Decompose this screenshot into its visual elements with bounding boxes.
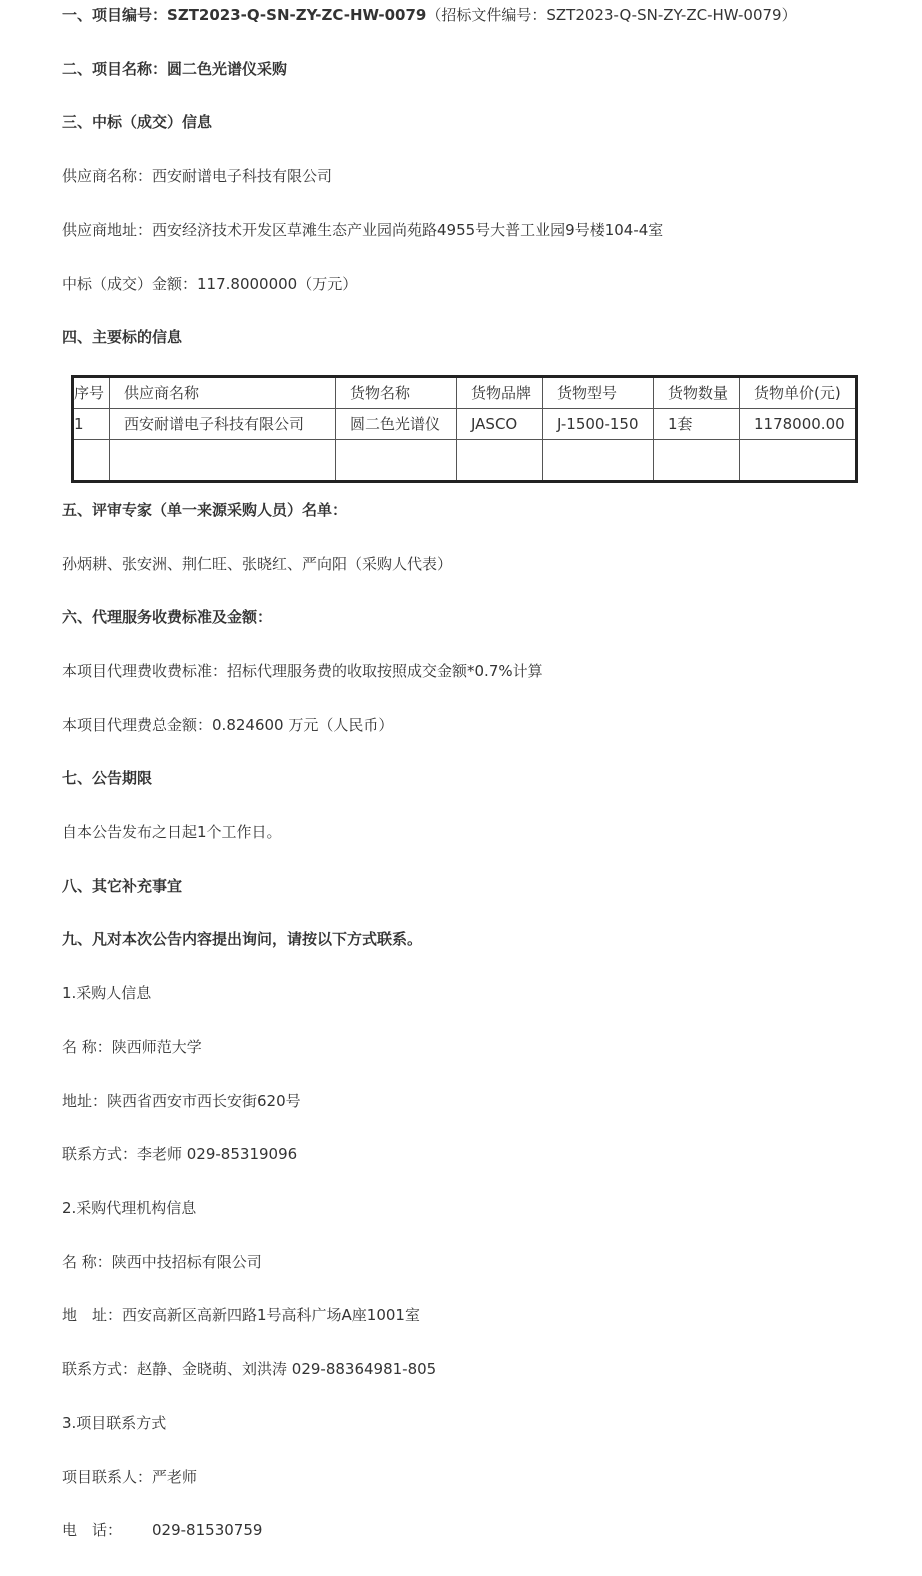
table-cell: 西安耐谱电子科技有限公司 <box>110 409 336 440</box>
table-cell: 1178000.00 <box>740 409 857 440</box>
table-empty-row <box>73 440 857 482</box>
tender-doc-number: （招标文件编号：SZT2023-Q-SN-ZY-ZC-HW-0079） <box>426 6 797 24</box>
agency-title: 2.采购代理机构信息 <box>62 1199 197 1217</box>
supplier-address: 供应商地址：西安经济技术开发区草滩生态产业园尚苑路4955号大普工业园9号楼104-4室 <box>62 221 664 239</box>
experts-heading: 五、评审专家（单一来源采购人员）名单： <box>62 501 348 519</box>
agency-address: 地 址：西安高新区高新四路1号高科广场A座1001室 <box>62 1306 420 1324</box>
purchaser-contact: 联系方式：李老师 029-85319096 <box>62 1145 298 1163</box>
project-number: SZT2023-Q-SN-ZY-ZC-HW-0079 <box>167 6 427 24</box>
table-cell <box>73 440 110 482</box>
table-cell: 1 <box>73 409 110 440</box>
table-row <box>73 409 857 440</box>
table-header-cell: 货物名称 <box>336 377 457 409</box>
project-number-heading: 一、项目编号： <box>62 6 168 24</box>
project-name-heading: 二、项目名称：圆二色光谱仪采购 <box>62 60 288 78</box>
goods-table <box>71 375 858 483</box>
contact-heading: 九、凡对本次公告内容提出询问，请按以下方式联系。 <box>62 930 423 948</box>
main-items-heading: 四、主要标的信息 <box>62 328 183 346</box>
table-cell: J-1500-150 <box>543 409 654 440</box>
agency-name: 名 称：陕西中技招标有限公司 <box>62 1253 262 1271</box>
table-cell: 圆二色光谱仪 <box>336 409 457 440</box>
table-header-row <box>73 377 857 409</box>
table-header-cell: 货物品牌 <box>457 377 543 409</box>
supplier-name: 供应商名称：西安耐谱电子科技有限公司 <box>62 167 333 185</box>
project-contact-phone-line <box>62 1519 262 1541</box>
table-cell <box>336 440 457 482</box>
agency-fee-total: 本项目代理费总金额：0.824600 万元（人民币） <box>62 716 394 734</box>
table-header-cell: 货物型号 <box>543 377 654 409</box>
project-contact-person: 项目联系人：严老师 <box>62 1468 198 1486</box>
table-cell: 1套 <box>654 409 740 440</box>
table-cell <box>740 440 857 482</box>
table-cell <box>110 440 336 482</box>
table-cell <box>654 440 740 482</box>
purchaser-address: 地址：陕西省西安市西长安街620号 <box>62 1092 301 1110</box>
notice-period: 自本公告发布之日起1个工作日。 <box>62 823 282 841</box>
table-header-cell: 货物数量 <box>654 377 740 409</box>
table-header-cell: 供应商名称 <box>110 377 336 409</box>
table-cell <box>543 440 654 482</box>
supplementary-heading: 八、其它补充事宜 <box>62 877 183 895</box>
agency-fee-standard: 本项目代理费收费标准：招标代理服务费的收取按照成交金额*0.7%计算 <box>62 662 543 680</box>
phone-number: 029-81530759 <box>152 1521 263 1539</box>
table-header-cell: 序号 <box>73 377 110 409</box>
goods-table-wrapper <box>71 375 858 483</box>
table-header-cell: 货物单价(元) <box>740 377 857 409</box>
purchaser-title: 1.采购人信息 <box>62 984 152 1002</box>
agency-contact: 联系方式：赵静、金晓萌、刘洪涛 029-88364981-805 <box>62 1360 437 1378</box>
table-cell <box>457 440 543 482</box>
project-number-line <box>62 4 797 26</box>
experts-list: 孙炳耕、张安洲、荆仁旺、张晓红、严向阳（采购人代表） <box>62 555 453 573</box>
notice-period-heading: 七、公告期限 <box>62 769 153 787</box>
phone-label: 电 话： <box>62 1521 123 1539</box>
purchaser-name: 名 称：陕西师范大学 <box>62 1038 202 1056</box>
project-contact-title: 3.项目联系方式 <box>62 1414 167 1432</box>
table-cell: JASCO <box>457 409 543 440</box>
agency-fee-heading: 六、代理服务收费标准及金额： <box>62 608 273 626</box>
award-info-heading: 三、中标（成交）信息 <box>62 113 213 131</box>
award-amount: 中标（成交）金额：117.8000000（万元） <box>62 275 358 293</box>
